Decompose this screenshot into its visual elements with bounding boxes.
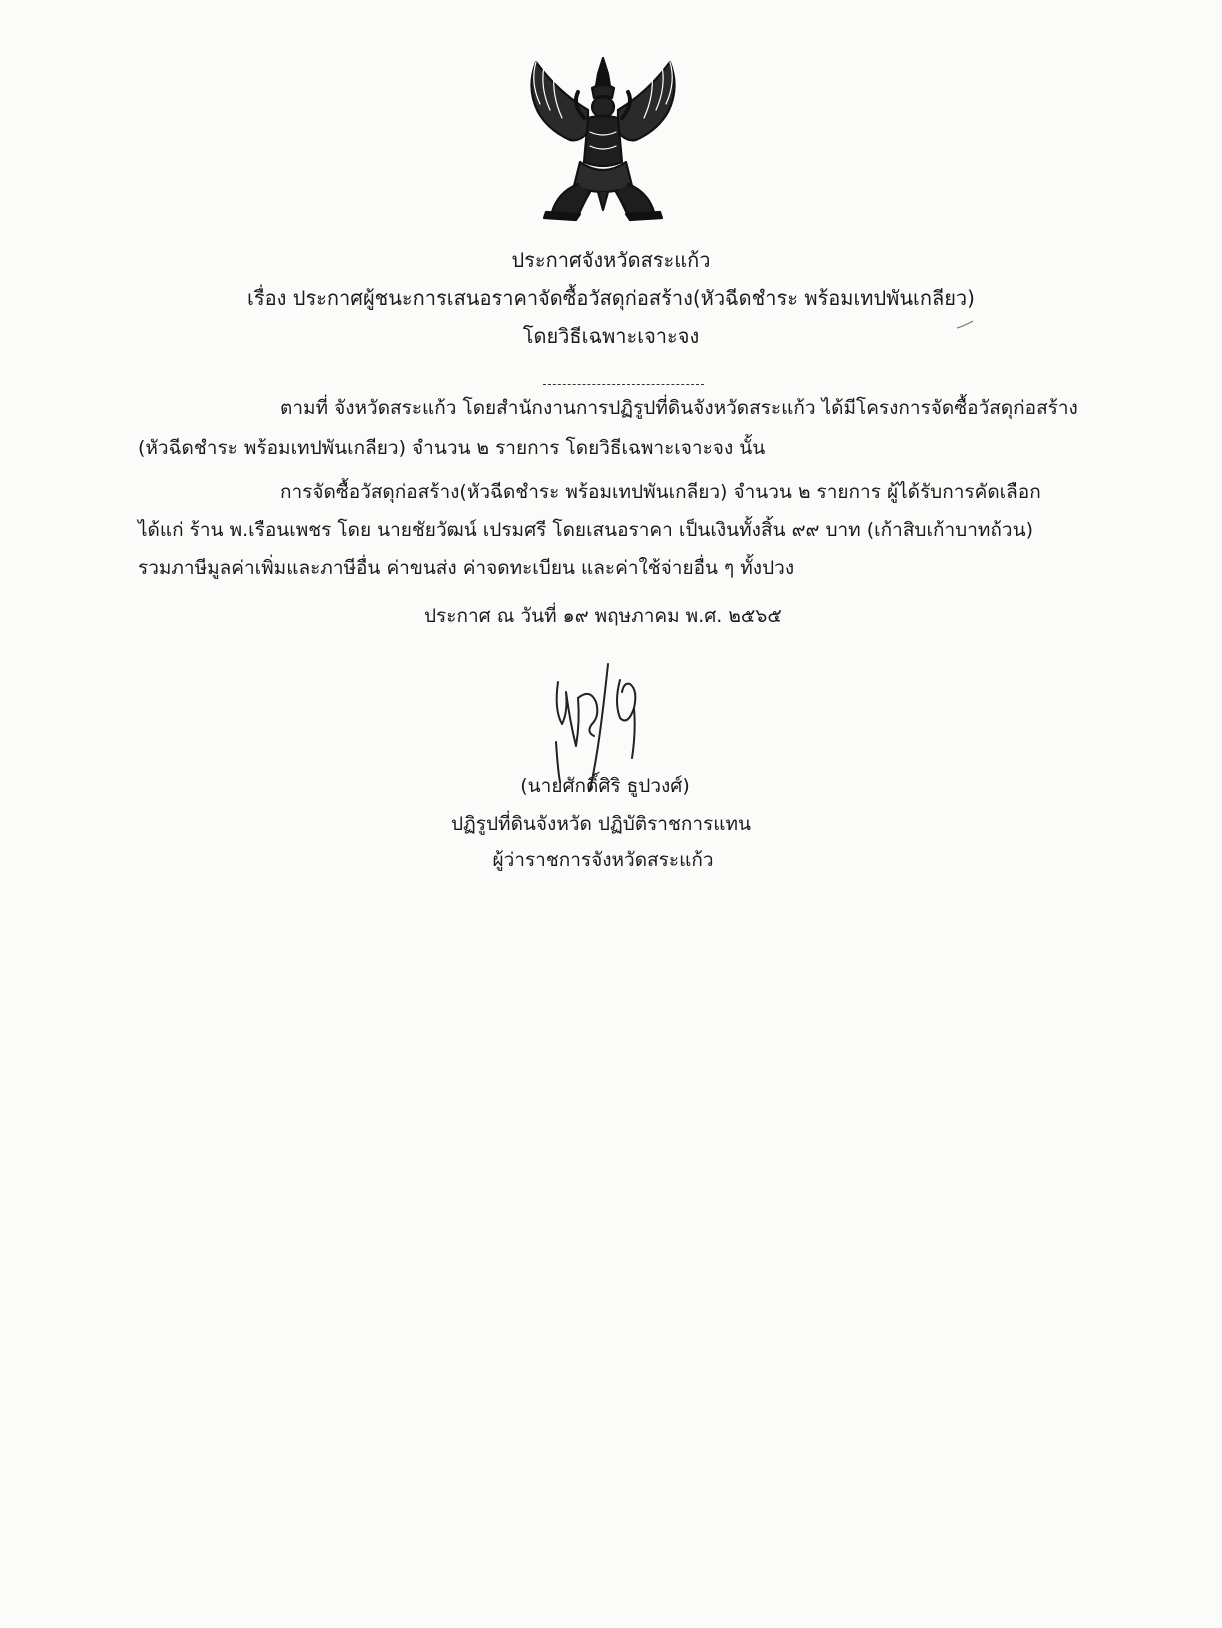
garuda-emblem-icon	[518, 52, 688, 224]
announcement-title: ประกาศจังหวัดสระแก้ว	[511, 248, 711, 272]
heading-divider	[543, 384, 704, 385]
announcement-subject: เรื่อง ประกาศผู้ชนะการเสนอราคาจัดซื้อวัสดุก่อสร้าง(หัวฉีดชำระ พร้อมเทปพันเกลียว)	[247, 286, 975, 310]
paragraph-2-line-1: การจัดซื้อวัสดุก่อสร้าง(หัวฉีดชำระ พร้อมเทปพันเกลียว) จำนวน ๒ รายการ ผู้ได้รับการคัดเลือก	[280, 481, 1041, 503]
pen-tick-mark	[956, 320, 974, 330]
signatory-office: ผู้ว่าราชการจังหวัดสระแก้ว	[492, 849, 714, 871]
signatory-name: (นายศักดิ์ศิริ ธูปวงศ์)	[520, 775, 690, 797]
paragraph-1-line-1: ตามที่ จังหวัดสระแก้ว โดยสำนักงานการปฏิรูปที่ดินจังหวัดสระแก้ว ได้มีโครงการจัดซื้อวัสดุก่อสร้าง	[280, 397, 1078, 419]
paragraph-2-line-2: ได้แก่ ร้าน พ.เรือนเพชร โดย นายชัยวัฒน์ เปรมศรี โดยเสนอราคา เป็นเงินทั้งสิ้น ๙๙ บาท (เก้าสิบเก้าบาทถ้วน)	[138, 519, 1033, 541]
announcement-date: ประกาศ ณ วันที่ ๑๙ พฤษภาคม พ.ศ. ๒๕๖๕	[424, 605, 782, 627]
paragraph-1-line-2: (หัวฉีดชำระ พร้อมเทปพันเกลียว) จำนวน ๒ รายการ โดยวิธีเฉพาะเจาะจง นั้น	[138, 437, 766, 459]
signatory-position: ปฏิรูปที่ดินจังหวัด ปฏิบัติราชการแทน	[450, 813, 752, 835]
procurement-method: โดยวิธีเฉพาะเจาะจง	[522, 324, 700, 348]
paragraph-2-line-3: รวมภาษีมูลค่าเพิ่มและภาษีอื่น ค่าขนส่ง ค่าจดทะเบียน และค่าใช้จ่ายอื่น ๆ ทั้งปวง	[138, 557, 795, 579]
